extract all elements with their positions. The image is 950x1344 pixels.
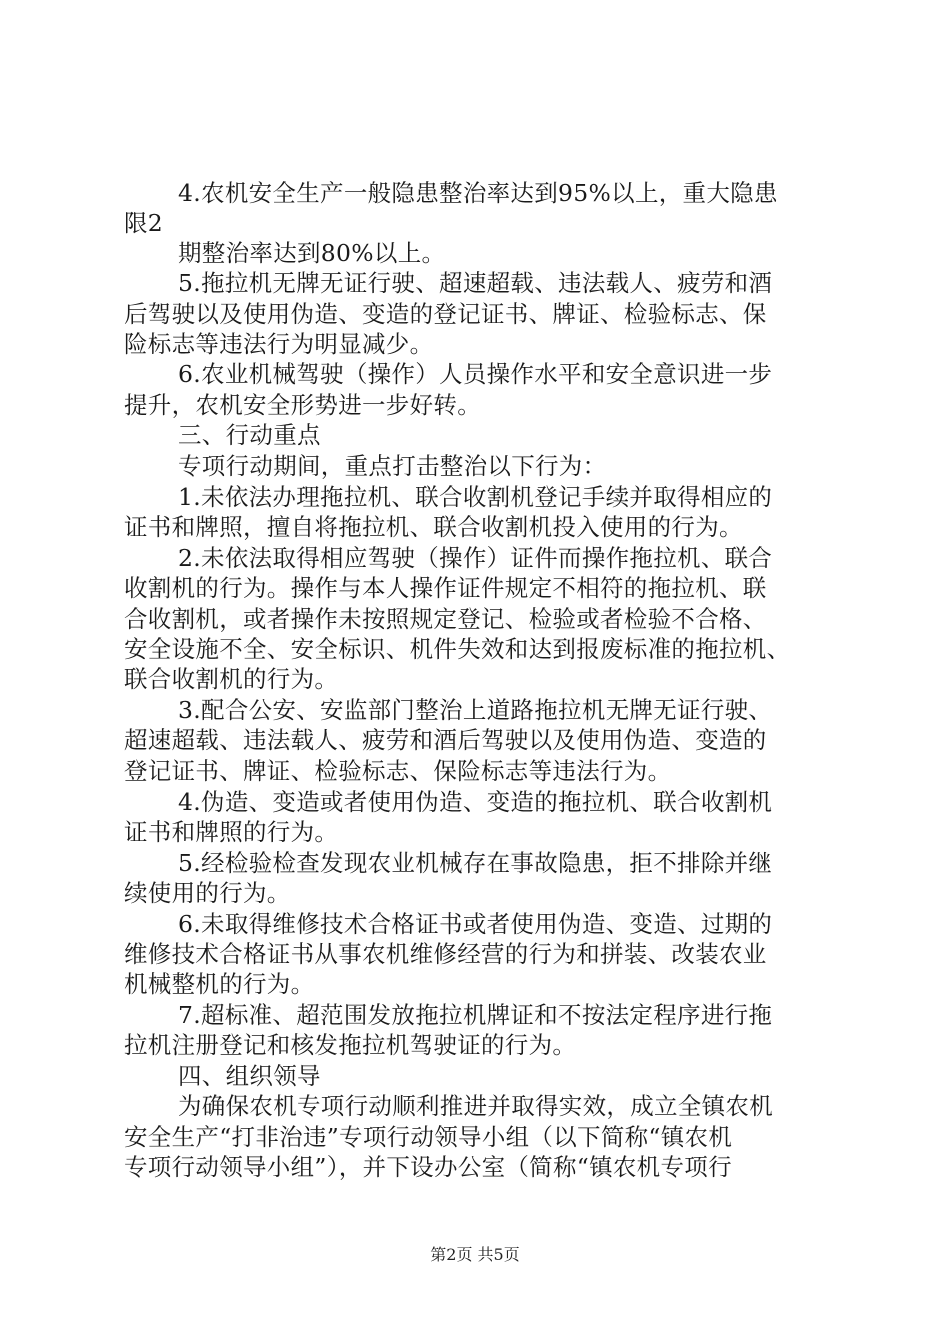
text-line: 安全设施不全、安全标识、机件失效和达到报废标准的拖拉机、 [124,635,791,663]
text-line: 合收割机，或者操作未按照规定登记、检验或者检验不合格、 [124,605,767,633]
text-line: 2.未依法取得相应驾驶（操作）证件而操作拖拉机、联合 [178,544,773,572]
text-line: 6.未取得维修技术合格证书或者使用伪造、变造、过期的 [178,910,773,938]
text-line: 6.农业机械驾驶（操作）人员操作水平和安全意识进一步 [178,360,773,388]
text-line: 1.未依法办理拖拉机、联合收割机登记手续并取得相应的 [178,483,773,511]
text-line: 安全生产“打非治违”专项行动领导小组（以下简称“镇农机 [124,1123,733,1151]
text-line: 为确保农机专项行动顺利推进并取得实效，成立全镇农机 [178,1092,773,1120]
text-line: 3.配合公安、安监部门整治上道路拖拉机无牌无证行驶、 [178,696,773,724]
text-line: 登记证书、牌证、检验标志、保险标志等违法行为。 [124,757,672,785]
text-line: 专项行动期间，重点打击整治以下行为： [178,452,607,480]
text-line: 7.超标准、超范围发放拖拉机牌证和不按法定程序进行拖 [178,1001,773,1029]
page-number: 第2页 共5页 [430,1245,520,1264]
text-line: 限2 [124,209,164,237]
text-line: 专项行动领导小组”），并下设办公室（简称“镇农机专项行 [124,1153,732,1181]
section-heading: 四、组织领导 [178,1062,321,1090]
text-line: 联合收割机的行为。 [124,665,339,693]
text-line: 提升，农机安全形势进一步好转。 [124,391,481,419]
section-heading: 三、行动重点 [178,421,321,449]
text-line: 4.农机安全生产一般隐患整治率达到95%以上，重大隐患 [178,179,778,207]
text-line: 险标志等违法行为明显减少。 [124,330,434,358]
text-line: 5.拖拉机无牌无证行驶、超速超载、违法载人、疲劳和酒 [178,269,773,297]
text-line: 5.经检验检查发现农业机械存在事故隐患，拒不排除并继 [178,849,773,877]
text-line: 机械整机的行为。 [124,970,315,998]
text-line: 4.伪造、变造或者使用伪造、变造的拖拉机、联合收割机 [178,788,773,816]
text-line: 证书和牌照的行为。 [124,818,339,846]
text-line: 拉机注册登记和核发拖拉机驾驶证的行为。 [124,1031,577,1059]
text-line: 证书和牌照，擅自将拖拉机、联合收割机投入使用的行为。 [124,513,743,541]
text-line: 后驾驶以及使用伪造、变造的登记证书、牌证、检验标志、保 [124,300,767,328]
text-line: 收割机的行为。操作与本人操作证件规定不相符的拖拉机、联 [124,574,767,602]
text-line: 超速超载、违法载人、疲劳和酒后驾驶以及使用伪造、变造的 [124,726,767,754]
text-line: 期整治率达到80%以上。 [178,239,446,267]
text-line: 续使用的行为。 [124,879,291,907]
text-line: 维修技术合格证书从事农机维修经营的行为和拼装、改装农业 [124,940,767,968]
page-footer [0,1245,950,1265]
